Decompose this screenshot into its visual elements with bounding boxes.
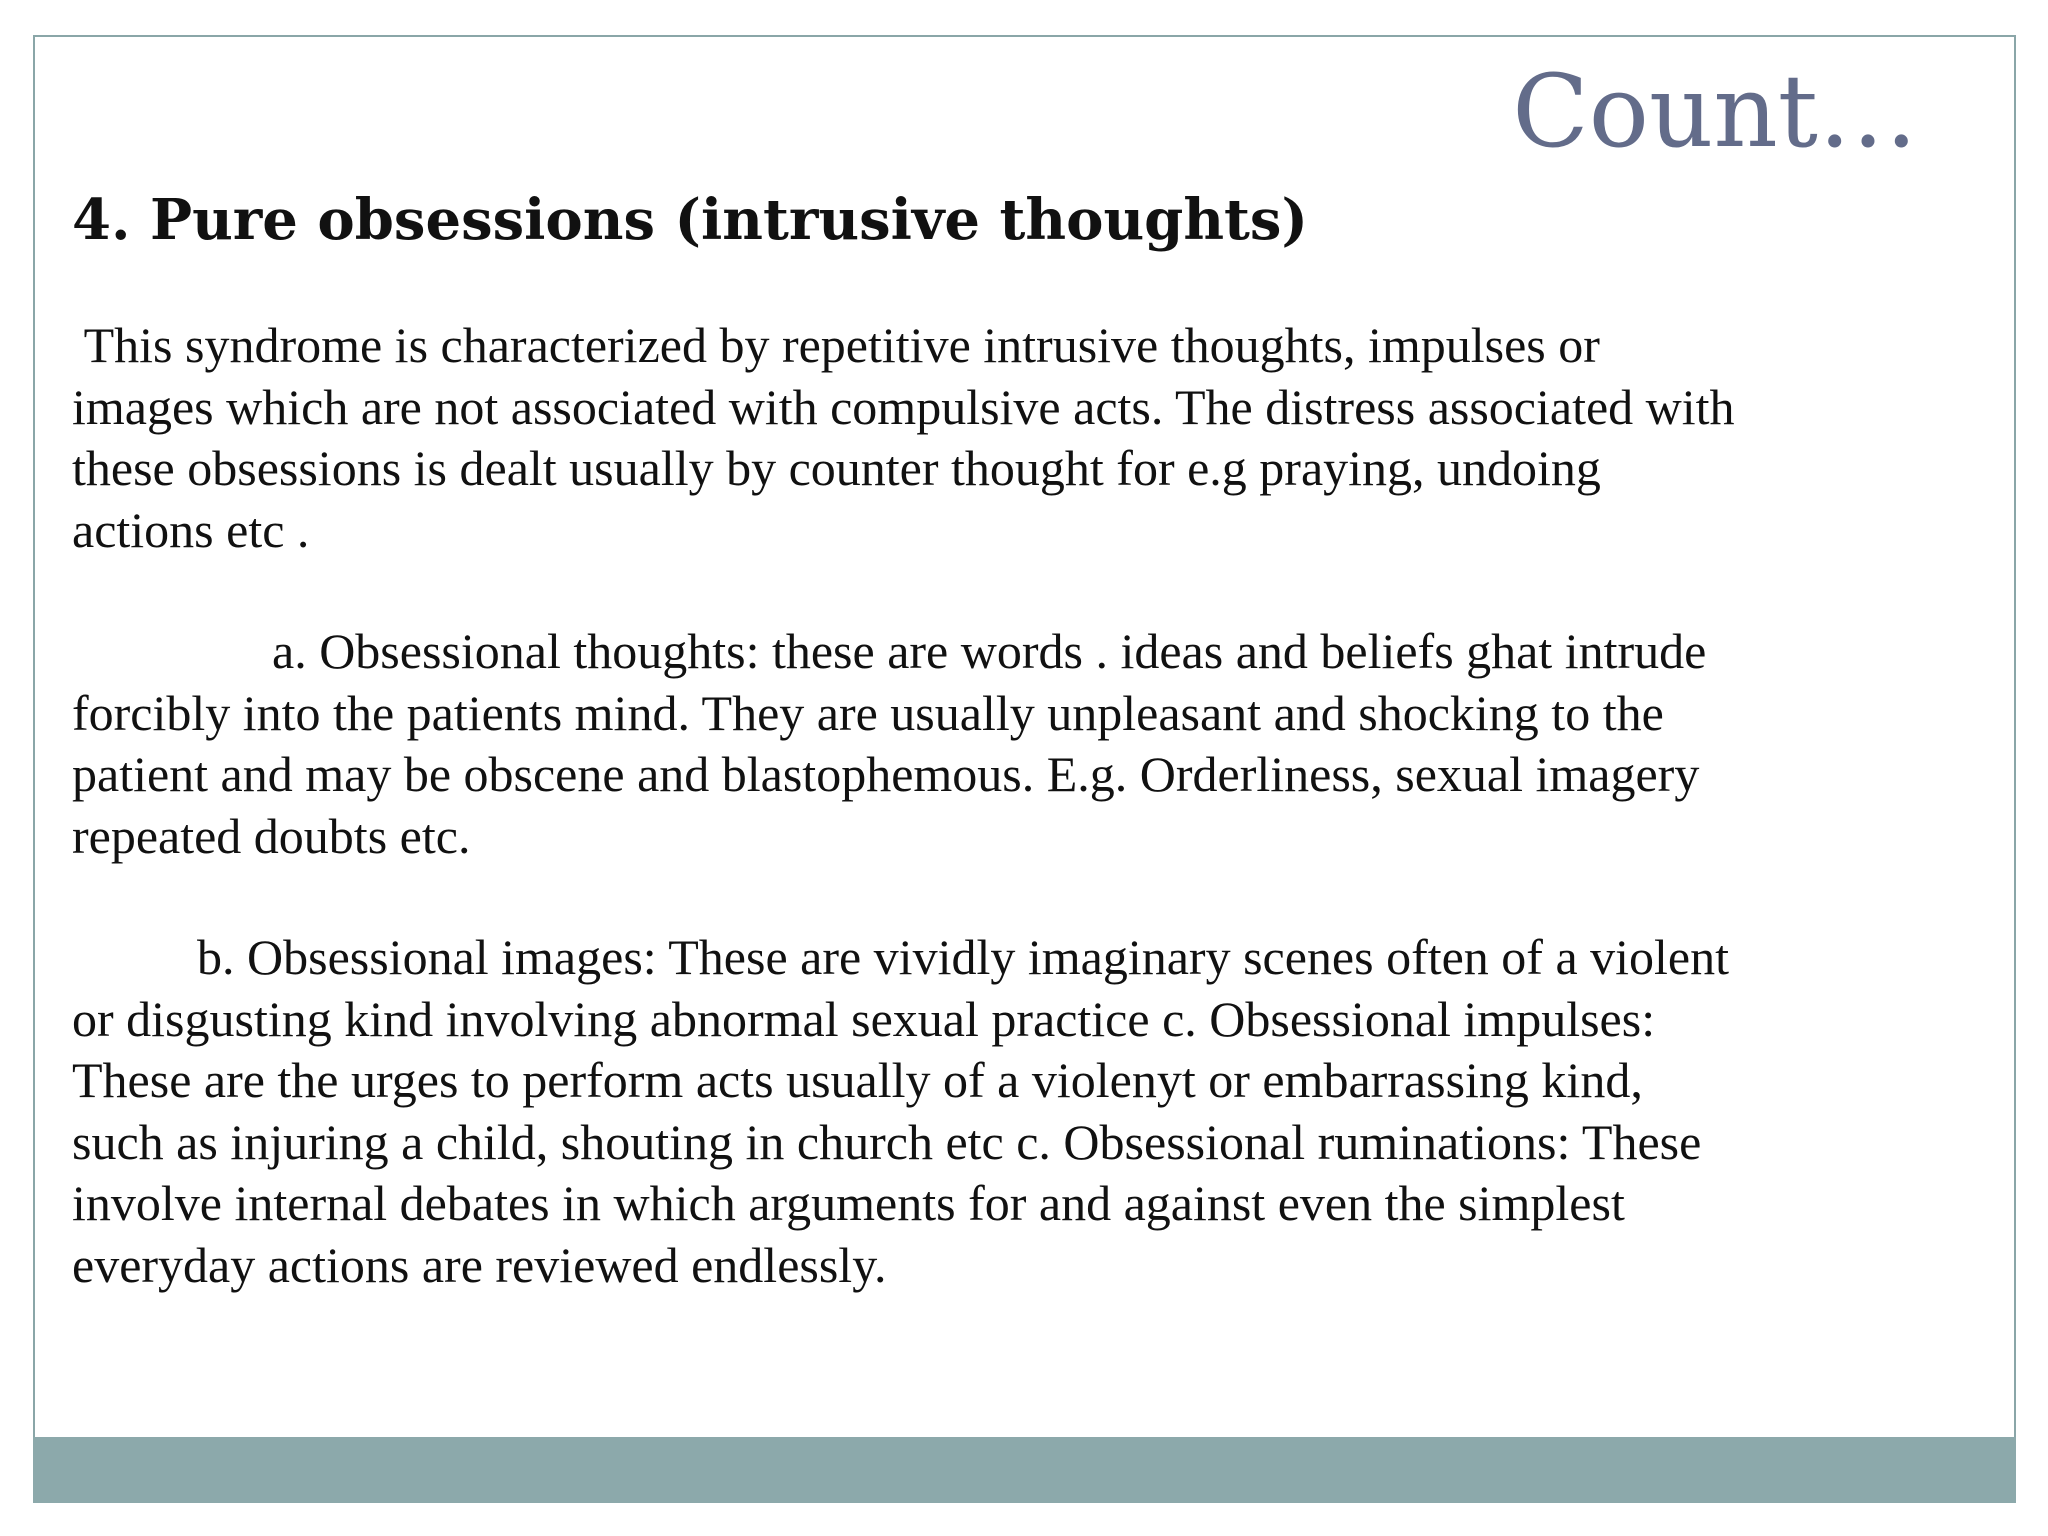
text-line: patient and may be obscene and blastophemous. E.g. Orderliness, sexual imagery <box>72 746 1700 802</box>
text-line: a. Obsessional thoughts: these are words . ideas and beliefs ghat intrude <box>72 623 1707 679</box>
obsessional-thoughts-paragraph <box>72 621 1972 867</box>
footer-bar <box>33 1437 2016 1503</box>
text-line: these obsessions is dealt usually by counter thought for e.g praying, undoing <box>72 440 1601 496</box>
section-heading: 4. Pure obsessions (intrusive thoughts) <box>72 187 1308 253</box>
slide-content <box>72 180 1972 1296</box>
text-line: repeated doubts etc. <box>72 807 471 864</box>
text-line: or disgusting kind involving abnormal sexual practice c. Obsessional impulses: <box>72 990 1656 1047</box>
text-line: forcibly into the patients mind. They are usually unpleasant and shocking to the <box>72 684 1664 741</box>
text-line: images which are not associated with compulsive acts. The distress associated with <box>72 378 1735 435</box>
text-line: everyday actions are reviewed endlessly. <box>72 1236 887 1293</box>
text-line: involve internal debates in which arguments for and against even the simplest <box>72 1175 1625 1231</box>
text-line: These are the urges to perform acts usually of a violenyt or embarrassing kind, <box>72 1052 1643 1108</box>
obsessional-images-paragraph <box>72 927 1972 1296</box>
text-line: such as injuring a child, shouting in church etc c. Obsessional ruminations: These <box>72 1113 1702 1170</box>
intro-paragraph <box>72 315 1972 561</box>
slide-title: Count… <box>1512 53 1918 170</box>
text-line: b. Obsessional images: These are vividly imaginary scenes often of a violent <box>72 929 1730 985</box>
text-line: This syndrome is characterized by repetitive intrusive thoughts, impulses or <box>72 317 1600 373</box>
text-line: actions etc . <box>72 501 310 558</box>
